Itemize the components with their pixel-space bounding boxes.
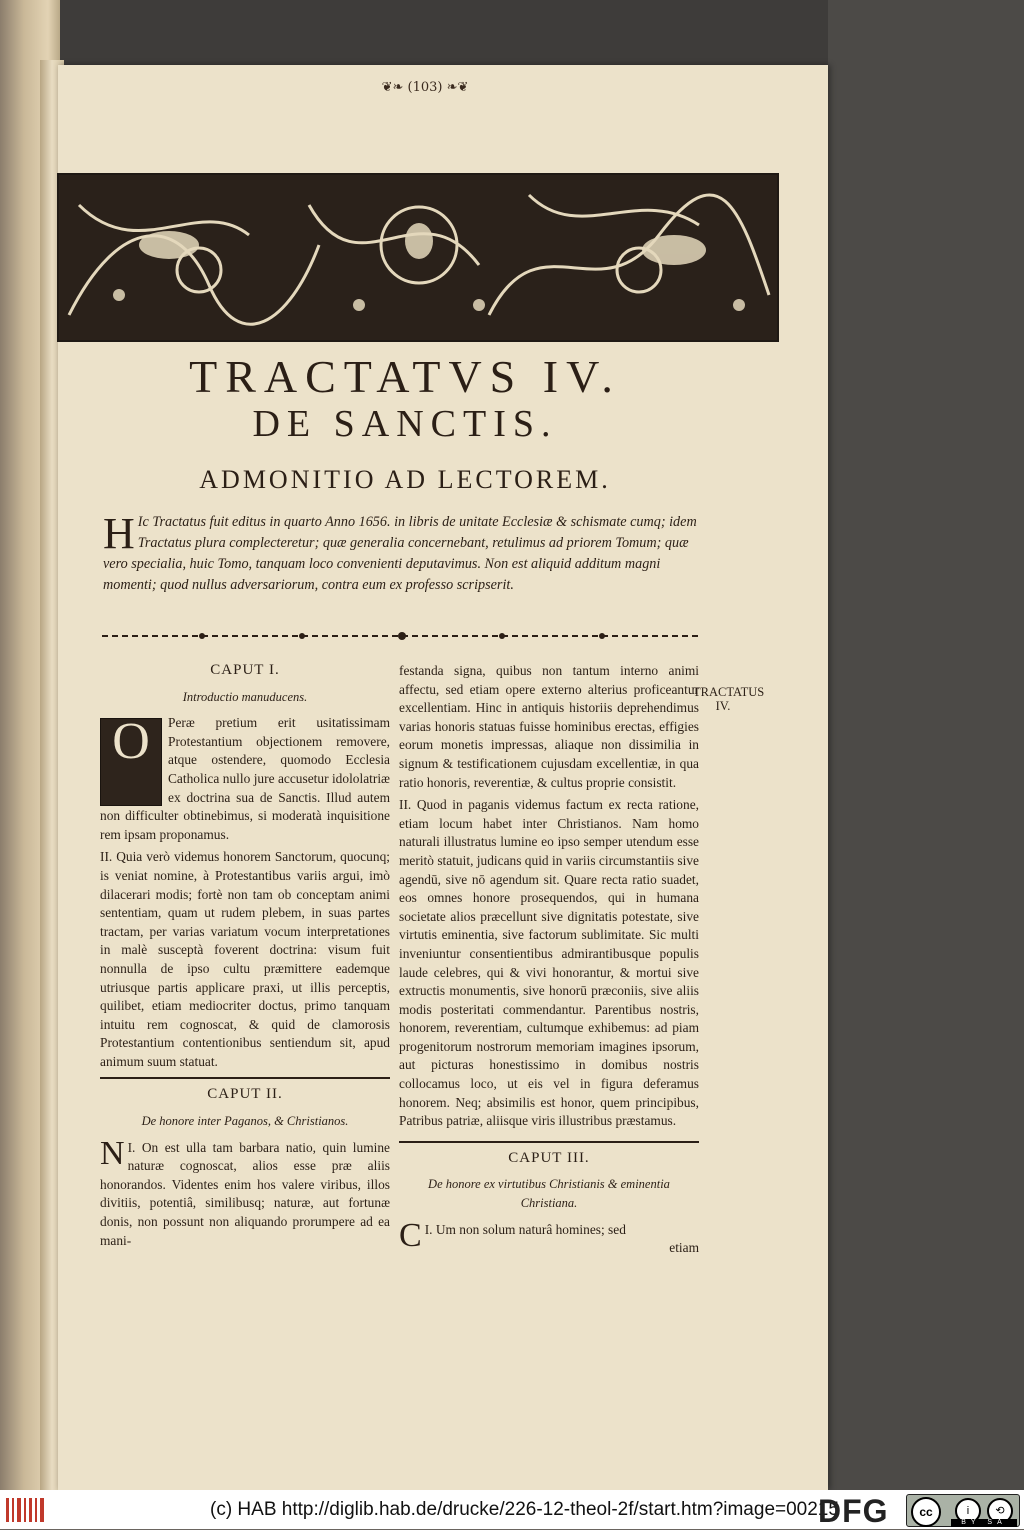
margin-note: TRACTATUS IV. [693, 685, 765, 713]
chapter3-number: I. [424, 1221, 433, 1237]
chapter2-text: On est ulla tam barbara natio, quin lumine naturæ cognoscat, alios esse præ aliis honorandos. Videntes enim hos valere viribus, illos divitiis, potentiâ, similibusq; naturæ, aut fortunæ donis, non possunt non aliquando prorumpere ad ea mani- [100, 1139, 390, 1248]
cc-icon: cc [911, 1497, 941, 1527]
treatise-subtitle: DE SANCTIS. [252, 403, 558, 445]
decorated-initial-letter: O [112, 713, 150, 771]
by-icon: i [955, 1498, 981, 1524]
barcode-icon [6, 1498, 46, 1522]
footer-bar [0, 1490, 1024, 1529]
catchword: etiam [669, 1240, 699, 1256]
intro-body: Ic Tractatus fuit editus in quarto Anno 1656. in libris de unitate Ecclesiæ & schismate cumq; idem Tractatus plura complecteretur; quæ generalia concernebant, retulimus ad priorem Tomum; quæ vero specialia, huic Tomo, tanquam loco convenienti deputavimus. Non est aliquid additum magni momenti; quod nullus adversariorum, contra eum ex professo scripserit. [103, 514, 697, 593]
source-link[interactable]: (c) HAB http://diglib.hab.de/drucke/226-12-theol-2f/start.htm?image=00215 [210, 1499, 839, 1520]
page-number: ❦❧ (103) ❧❦ [381, 80, 469, 95]
dfg-logo: DFG [818, 1493, 889, 1529]
right-column [399, 662, 699, 1258]
chapter1-paragraph1: Peræ pretium erit usitatissimam Protestantium objectionem removere, atque ostendere, quomodo Ecclesia Catholica nullo jure accusetur idololatriæ ex doctrina sua de Sanctis. Illud autem non difficulter obtinebimus, si moderatà inquisitione rem ipsam proponamus. [100, 715, 390, 842]
chapter2-heading: CAPUT II. [207, 1086, 283, 1103]
chapter2-subtitle: De honore inter Paganos, & Christianos. [141, 1114, 349, 1129]
chapter1-paragraph2: II. Quia verò videmus honorem Sanctorum, quocunq; is veniat nomine, à Protestantibus variis argui, imò dilacerari modis; fortè non tam ob conceptam animi sententiam, quam ut rudem plebem, in suas partes tractam, per varias variatum vocum interpretationes in malè susceptà foverent doctrina: visum fuit nonnulla de ipso cultu præmittere eademque utriusque partis applicare praxi, ut illis perceptis, quilibet, etiam mediocriter doctus, primo tanquam intuitu rem cognoscat, & quid de clamorosis Protestantium contentionibus sentiendum sit, apud animum suum statuat. [100, 849, 390, 1069]
chapter1-heading: CAPUT I. [210, 662, 280, 678]
admonition-text [103, 509, 703, 596]
cc-label: BY SA [951, 1519, 1017, 1527]
decorated-initial [100, 713, 162, 806]
right-paragraph1: festanda signa, quibus non tantum interno animi affectu, sed etiam opere externo alterius proficeantur excellentiam. Hinc in antiquis historiis deprehendimus varias honoris statuas fuisse hominibus erectas, effigies eorum monetis impressas, aliaque non dissimilia in signum & testificationem cujusdam excellentiæ, in qua ratio honoris, reverentiæ, & cultus proprie consistit. [399, 663, 699, 790]
chapter3-subtitle: De honore ex virtutibus Christianis & eminentia Christiana. [428, 1177, 670, 1211]
chapter1-subtitle: Introductio manuducens. [182, 689, 308, 704]
section-rule-2 [399, 1141, 699, 1143]
admonition-heading: ADMONITIO AD LECTOREM. [199, 465, 611, 494]
chapter3-initial: C [399, 1216, 422, 1254]
sa-icon: ⟲ [987, 1498, 1013, 1524]
treatise-title: TRACTATVS IV. [189, 351, 621, 402]
cc-license-badge[interactable] [906, 1494, 1020, 1527]
ornamental-headpiece [57, 173, 779, 342]
right-paragraph2: II. Quod in paganis videmus factum ex recta ratione, etiam locum habet inter Christianos. Nam homo naturali illustratus lumine eo ipso semper utendum esse meritò statuit, judicans quid in variis circumstantiis sive agendū, sive nō agendum sit. Quare recta ratio suadet, eos omnes honore prosequendos, qui in humana societate alios præcellunt sive dignitatis potestate, sive virtutis eminentia, sive factorum sublimitate. Sic multi inveniuntur consentientibus admirantibusque populis laude celebres, qui & vivi honorantur, & mortui sive extructis monumentis, sive honorū præconiis, sive aliis modis posteritati commendantur. Parentibus nostris, honorem, reverentiam, cultumque exhibemus: ad piam progenitorum nostrorum memoriam imagines ipsorum, aut picturas honestissimo in domibus nostris collocamus loco, ut eis vel in figura deferamus honorem. Neq; absimilis est honor, quem principibus, Patribus patriæ, aliisque viris illustribus præstamus. [399, 797, 699, 1129]
ornament-divider [102, 628, 702, 642]
chapter3-heading: CAPUT III. [508, 1149, 590, 1166]
chapter2-initial: N [100, 1134, 125, 1172]
chapter2-paragraph1 [100, 1134, 390, 1251]
chapter2-number: I. [127, 1139, 136, 1155]
intro-initial: H [103, 509, 135, 558]
left-column [100, 655, 390, 1250]
chapter3-text: Um non solum naturâ homines; sed [435, 1221, 626, 1237]
section-rule [100, 1077, 390, 1079]
right-background [828, 0, 1024, 1490]
